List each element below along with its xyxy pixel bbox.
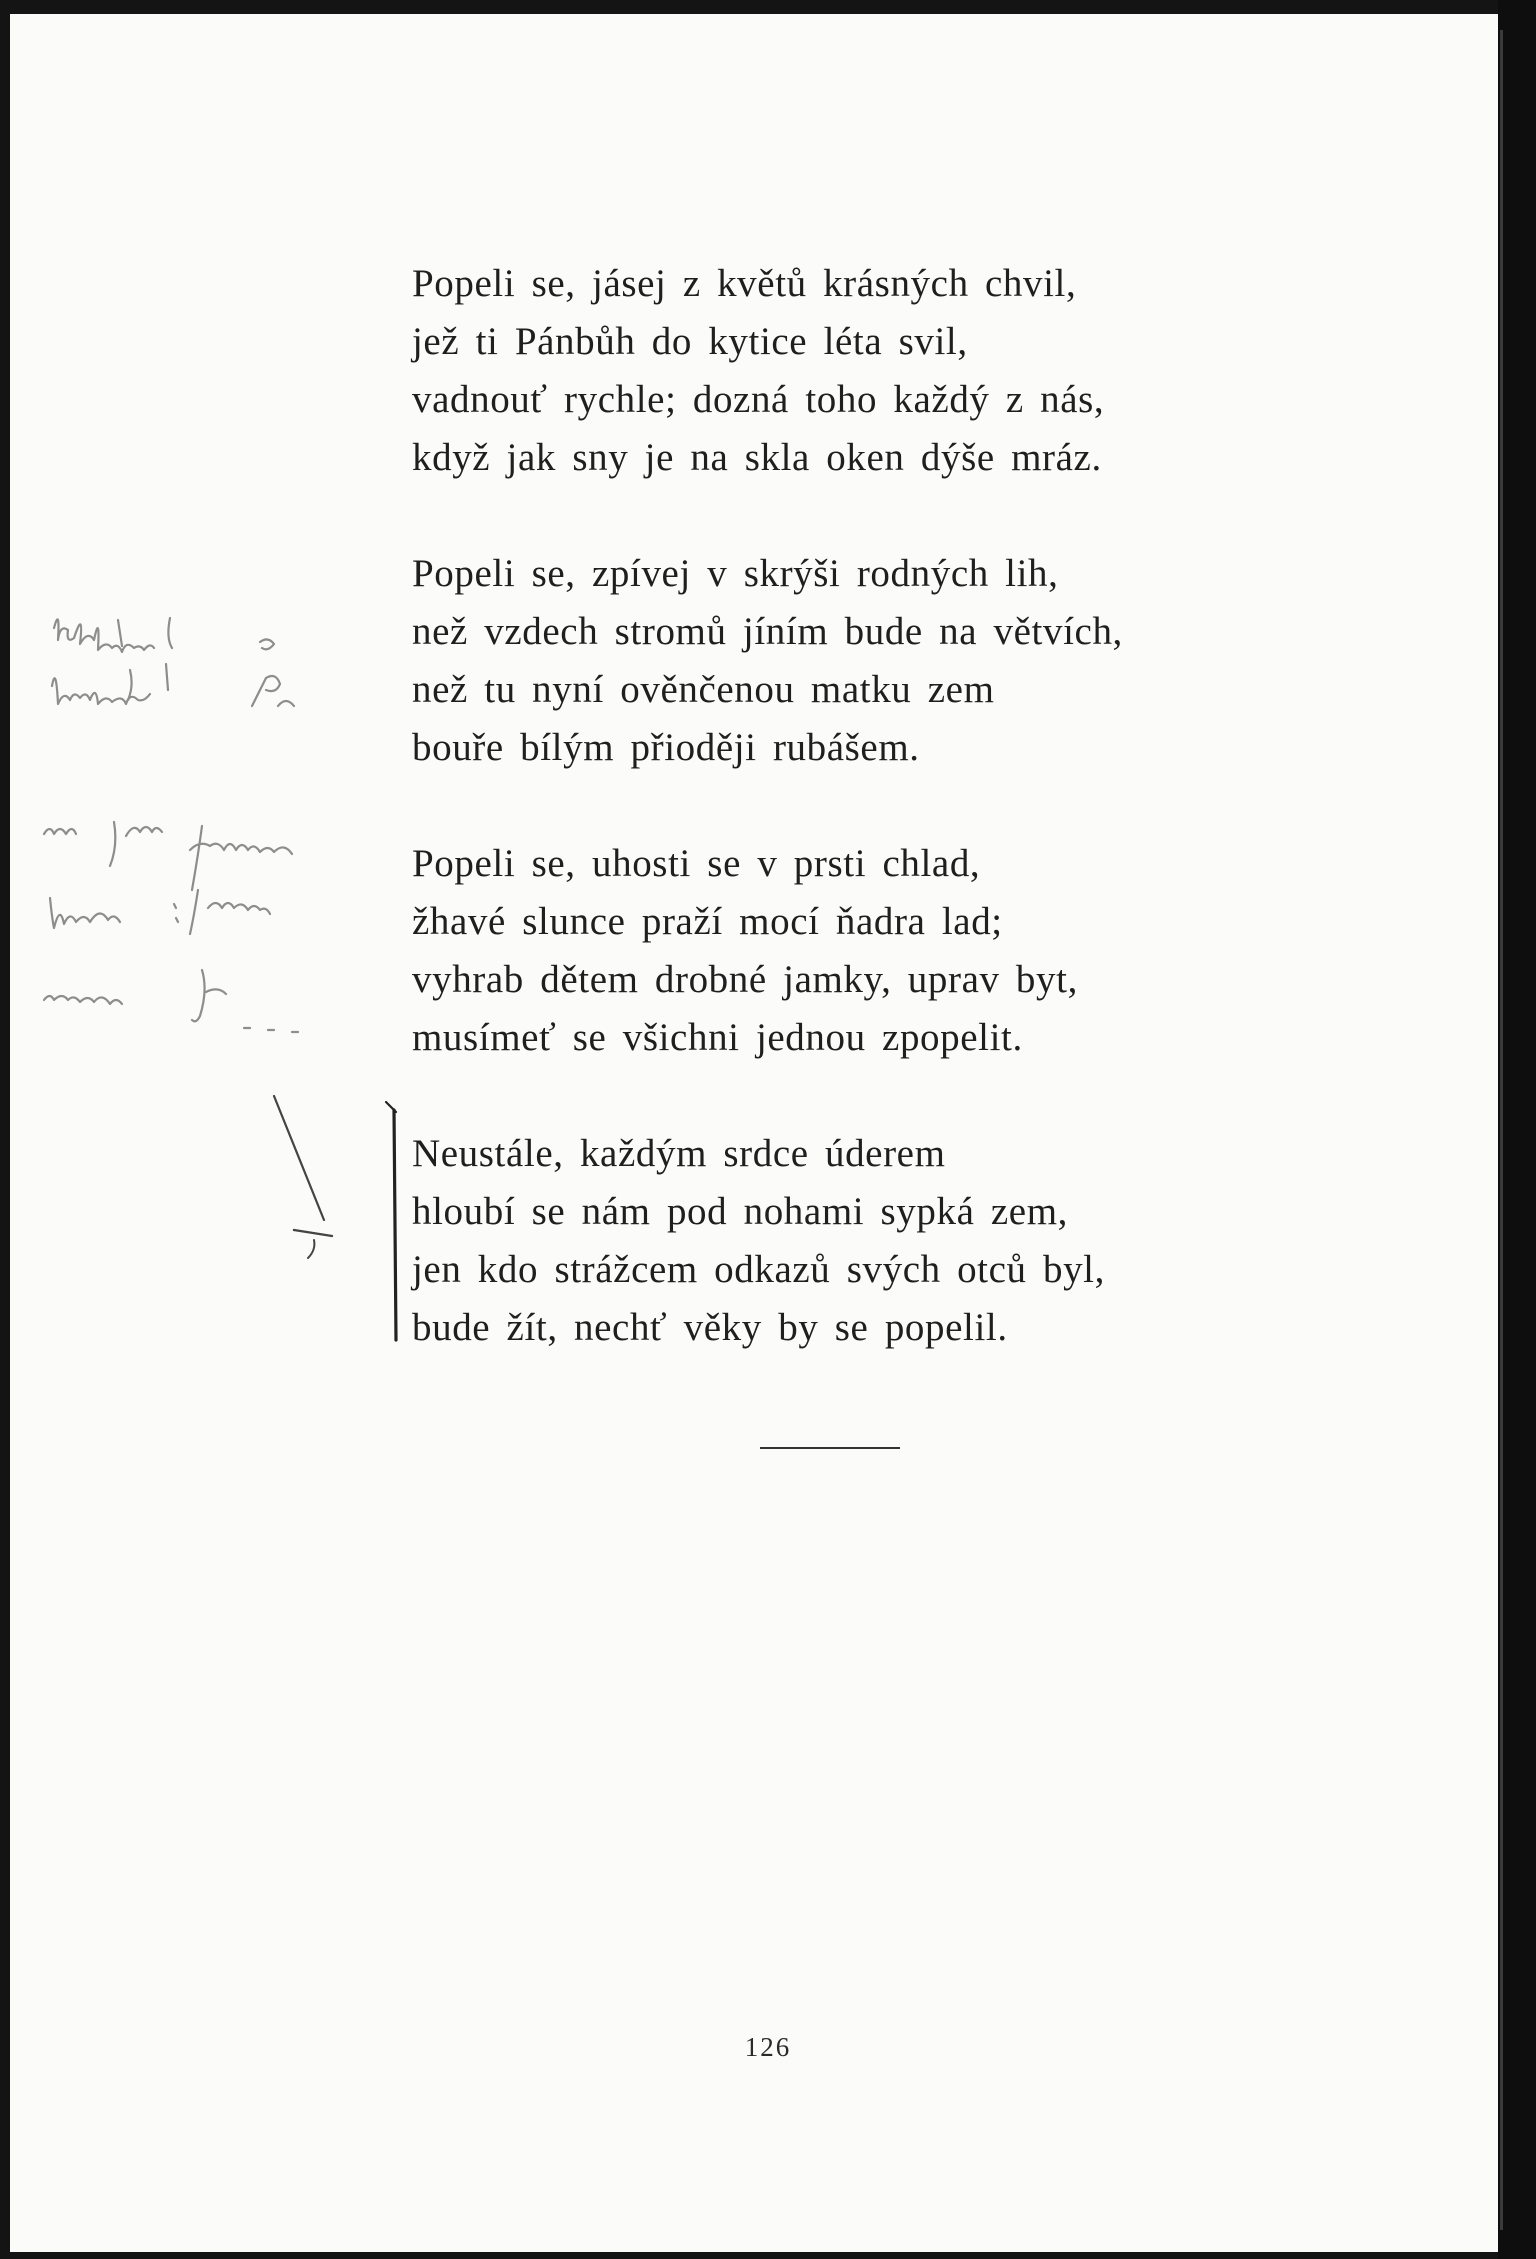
poem-line: hloubí se nám pod nohami sypká zem,	[412, 1190, 1068, 1233]
scan-top-edge	[0, 0, 1536, 14]
stanza-2	[412, 545, 1312, 777]
poem-line: Popeli se, zpívej v skrýši rodných lih,	[412, 552, 1059, 595]
poem-line: jen kdo strážcem odkazů svých otců byl,	[412, 1248, 1105, 1291]
poem-text	[412, 255, 1312, 1415]
margin-bracket-cross-icon	[260, 1090, 410, 1350]
poem-line: žhavé slunce praží mocí ňadra lad;	[412, 900, 1003, 943]
poem-line: Neustále, každým srdce úderem	[412, 1132, 946, 1175]
poem-line: Popeli se, uhosti se v prsti chlad,	[412, 842, 981, 885]
poem-line: bouře bílým přioději rubášem.	[412, 726, 920, 769]
page-number: 126	[744, 2032, 792, 2062]
poem-line: Popeli se, jásej z květů krásných chvil,	[412, 262, 1077, 305]
poem-line: než vzdech stromů jíním bude na větvích,	[412, 610, 1123, 653]
scan-right-edge	[1498, 0, 1536, 2259]
poem-line: jež ti Pánbůh do kytice léta svil,	[412, 320, 968, 363]
poem-line: vyhrab dětem drobné jamky, uprav byt,	[412, 958, 1078, 1001]
poem-line: když jak sny je na skla oken dýše mráz.	[412, 436, 1102, 479]
page-gutter-line	[1500, 30, 1503, 2230]
poem-line: vadnouť rychle; dozná toho každý z nás,	[412, 378, 1105, 421]
stanza-4	[412, 1125, 1312, 1357]
poem-line: bude žít, nechť věky by se popelil.	[412, 1306, 1008, 1349]
stanza-1	[412, 255, 1312, 487]
poem-line: musímeť se všichni jednou zpopelit.	[412, 1016, 1023, 1059]
section-separator-rule	[760, 1447, 900, 1449]
poem-line: než tu nyní ověnčenou matku zem	[412, 668, 995, 711]
stanza-3	[412, 835, 1312, 1067]
